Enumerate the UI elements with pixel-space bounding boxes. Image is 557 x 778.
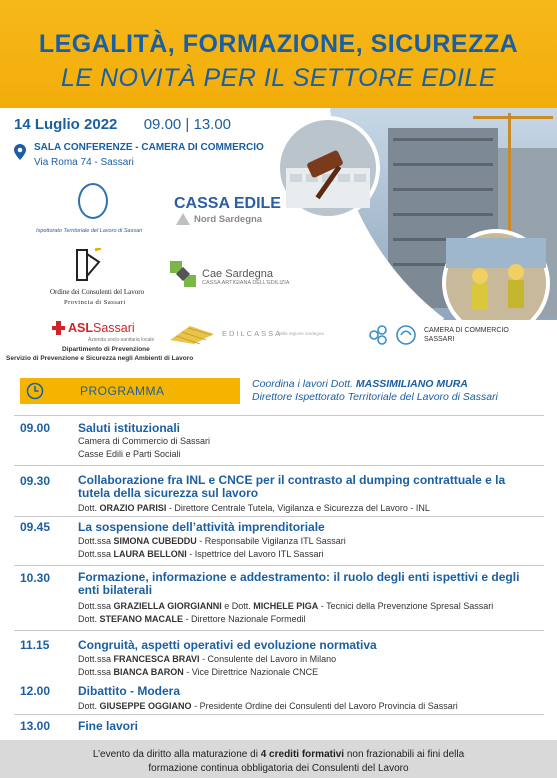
collage-image bbox=[268, 108, 557, 320]
construction-photo-collage bbox=[268, 108, 557, 320]
logo-asl: ASLSassari bbox=[68, 321, 135, 335]
logo-edilcassa: EDILCASSA bbox=[222, 329, 283, 338]
event-address: Via Roma 74 - Sassari bbox=[34, 157, 134, 168]
page-title: LEGALITÀ, FORMAZIONE, SICUREZZA bbox=[38, 30, 519, 58]
itl-emblem-icon bbox=[78, 183, 108, 219]
schedule-time: 13.00 bbox=[20, 719, 51, 733]
footer-line-1: L’evento da diritto alla maturazione di 4 crediti formativi non frazionabili ai fini della bbox=[92, 749, 465, 760]
logo-cassa-edile-sub: Nord Sardegna bbox=[194, 214, 263, 225]
event-date: 14 Luglio 2022 bbox=[14, 116, 118, 133]
schedule-time: 10.30 bbox=[20, 571, 51, 585]
schedule-speaker: Dott. GIUSEPPE OGGIANO - Presidente Ordine dei Consulenti del Lavoro Provincia di Sassari bbox=[78, 701, 458, 711]
schedule-title: Formazione, informazione e addestramento: il ruolo degli enti ispettivi e degli enti bilaterali bbox=[78, 570, 520, 597]
logo-edilcassa-sub: della regione sardegna bbox=[278, 331, 324, 336]
schedule-speaker: Dott.ssa LAURA BELLONI - Ispettrice del Lavoro ITL Sassari bbox=[78, 549, 324, 559]
divider bbox=[14, 565, 544, 566]
location-pin-icon bbox=[14, 144, 26, 160]
logo-cae-sub: CASSA ARTIGIANA DELL'EDILIZIA bbox=[202, 280, 290, 286]
event-venue: SALA CONFERENZE - CAMERA DI COMMERCIO bbox=[34, 142, 264, 153]
schedule-speaker: Dott.ssa BIANCA BARON - Vice Direttrice Nazionale CNCE bbox=[78, 667, 319, 677]
logo-camera-commercio: CAMERA DI COMMERCIO bbox=[424, 327, 509, 334]
divider bbox=[14, 630, 544, 631]
footer-line-2: formazione continua obbligatoria dei Consulenti del Lavoro bbox=[148, 763, 409, 774]
schedule-title: La sospensione dell’attività imprenditoriale bbox=[78, 520, 325, 534]
schedule-speaker: Dott.ssa SIMONA CUBEDDU - Responsabile Vigilanza ITL Sassari bbox=[78, 536, 346, 546]
clock-icon bbox=[26, 382, 44, 400]
logo-asl-sub: Azienda socio-sanitaria locale bbox=[88, 337, 155, 343]
page-subtitle: LE NOVITÀ PER IL SETTORE EDILE bbox=[60, 64, 497, 92]
cassa-edile-mark-icon bbox=[176, 213, 190, 225]
schedule-speaker: Dott.ssa FRANCESCA BRAVI - Consulente del Lavoro in Milano bbox=[78, 654, 337, 664]
schedule-title: Collaborazione fra INL e CNCE per il contrasto al dumping contrattuale e la tutela della sicurezza sul lavoro bbox=[78, 473, 506, 500]
coordinator-role: Direttore Ispettorato Territoriale del Lavoro di Sassari bbox=[252, 391, 498, 403]
edilcassa-logo-icon bbox=[170, 322, 214, 344]
schedule-title: Saluti istituzionali bbox=[78, 421, 181, 435]
coordinator-line: Coordina i lavori Dott. MASSIMILIANO MURA bbox=[252, 378, 468, 390]
header-banner bbox=[0, 0, 557, 108]
divider bbox=[14, 415, 544, 416]
logo-itl-label: Ispettorato Territoriale del Lavoro di Sassari bbox=[36, 228, 143, 234]
logo-ocdl-sub: Provincia di Sassari bbox=[64, 299, 126, 306]
schedule-title: Dibattito - Modera bbox=[78, 684, 180, 698]
cae-logo-icon bbox=[170, 261, 196, 287]
logo-cassa-edile: CASSA EDILE bbox=[174, 195, 281, 212]
divider bbox=[14, 516, 544, 517]
schedule-time: 09.00 bbox=[20, 421, 51, 435]
schedule-time: 09.45 bbox=[20, 520, 51, 534]
schedule-speaker: Dott. ORAZIO PARISI - Direttore Centrale Tutela, Vigilanza e Sicurezza del Lavoro - INL bbox=[78, 503, 430, 513]
schedule-title: Fine lavori bbox=[78, 719, 139, 733]
schedule-speaker: Casse Edili e Parti Sociali bbox=[78, 449, 181, 459]
camera-commercio-logo-icon bbox=[368, 324, 420, 346]
divider bbox=[14, 465, 544, 466]
divider bbox=[14, 714, 544, 715]
logo-asl-service: Servizio di Prevenzione e Sicurezza negli Ambienti di Lavoro bbox=[6, 355, 194, 362]
event-date-time bbox=[14, 116, 231, 133]
schedule-speaker: Dott. STEFANO MACALE - Direttore Nazionale Formedil bbox=[78, 614, 306, 624]
logo-camera-commercio-sub: SASSARI bbox=[424, 336, 455, 343]
schedule-title: Congruità, aspetti operativi ed evoluzione normativa bbox=[78, 638, 377, 652]
schedule-speaker: Camera di Commercio di Sassari bbox=[78, 436, 211, 446]
footer-credits bbox=[0, 740, 557, 778]
asl-cross-icon bbox=[52, 321, 65, 335]
programma-label: PROGRAMMA bbox=[80, 384, 165, 398]
logo-cae: Cae Sardegna bbox=[202, 268, 273, 280]
schedule-time: 09.30 bbox=[20, 474, 51, 488]
ocdl-logo-icon bbox=[75, 248, 103, 282]
logo-asl-dept: Dipartimento di Prevenzione bbox=[62, 346, 150, 353]
schedule-time: 12.00 bbox=[20, 684, 51, 698]
logo-ocdl: Ordine dei Consulenti del Lavoro bbox=[50, 288, 145, 296]
schedule-speaker: Dott.ssa GRAZIELLA GIORGIANNI e Dott. MICHELE PIGA - Tecnici della Prevenzione Spresal Sassari bbox=[78, 601, 494, 611]
event-time: 09.00 | 13.00 bbox=[143, 116, 232, 133]
schedule-time: 11.15 bbox=[20, 638, 50, 652]
